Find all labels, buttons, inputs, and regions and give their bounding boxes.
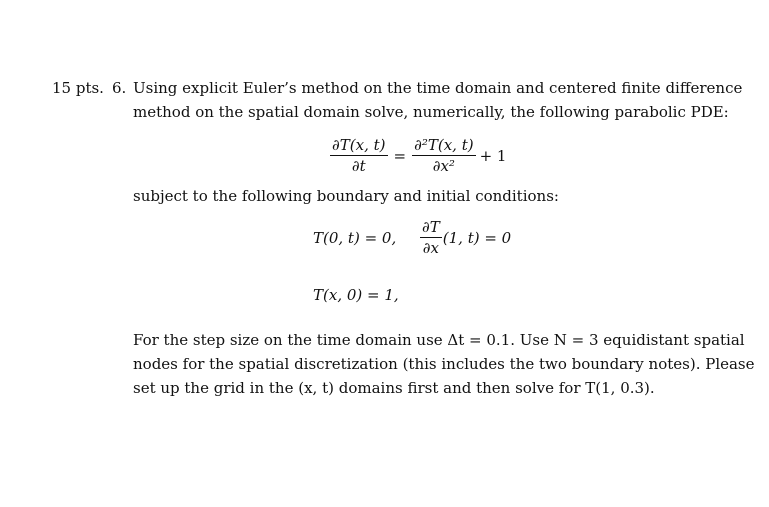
pde-lhs-fraction	[330, 136, 388, 175]
intro-line-2: method on the spatial domain solve, numerically, the following parabolic PDE:	[133, 103, 729, 121]
pde-plus-one: + 1	[479, 146, 507, 165]
instructions-line-2: nodes for the spatial discretization (this includes the two boundary notes). Please	[133, 355, 755, 373]
pde-lhs-numerator: ∂T(x, t)	[332, 136, 386, 154]
conditions-intro: subject to the following boundary and initial conditions:	[133, 187, 559, 205]
pde-rhs-denominator: ∂x²	[432, 157, 455, 175]
bc-derivative-denominator: ∂x	[422, 239, 439, 257]
points-label: 15 pts.	[52, 79, 104, 97]
bc-derivative-numerator: ∂T	[422, 218, 440, 236]
pde-equals: =	[393, 146, 407, 165]
boundary-condition-right	[420, 218, 511, 257]
pde-equation	[330, 136, 506, 175]
pde-lhs-denominator: ∂t	[351, 157, 366, 175]
boundary-condition-left: T(0, t) = 0,	[313, 229, 397, 247]
pde-rhs-fraction	[412, 136, 476, 175]
instructions-line-3: set up the grid in the (x, t) domains first and then solve for T(1, 0.3).	[133, 379, 655, 397]
bc-derivative-fraction	[420, 218, 442, 257]
initial-condition: T(x, 0) = 1,	[313, 286, 399, 304]
problem-number: 6.	[112, 79, 127, 97]
instructions-line-1: For the step size on the time domain use Δt = 0.1. Use N = 3 equidistant spatial	[133, 331, 745, 349]
pde-rhs-numerator: ∂²T(x, t)	[414, 136, 474, 154]
intro-line-1: Using explicit Euler’s method on the time domain and centered finite difference	[133, 79, 743, 97]
bc-derivative-tail: (1, t) = 0	[442, 228, 512, 247]
